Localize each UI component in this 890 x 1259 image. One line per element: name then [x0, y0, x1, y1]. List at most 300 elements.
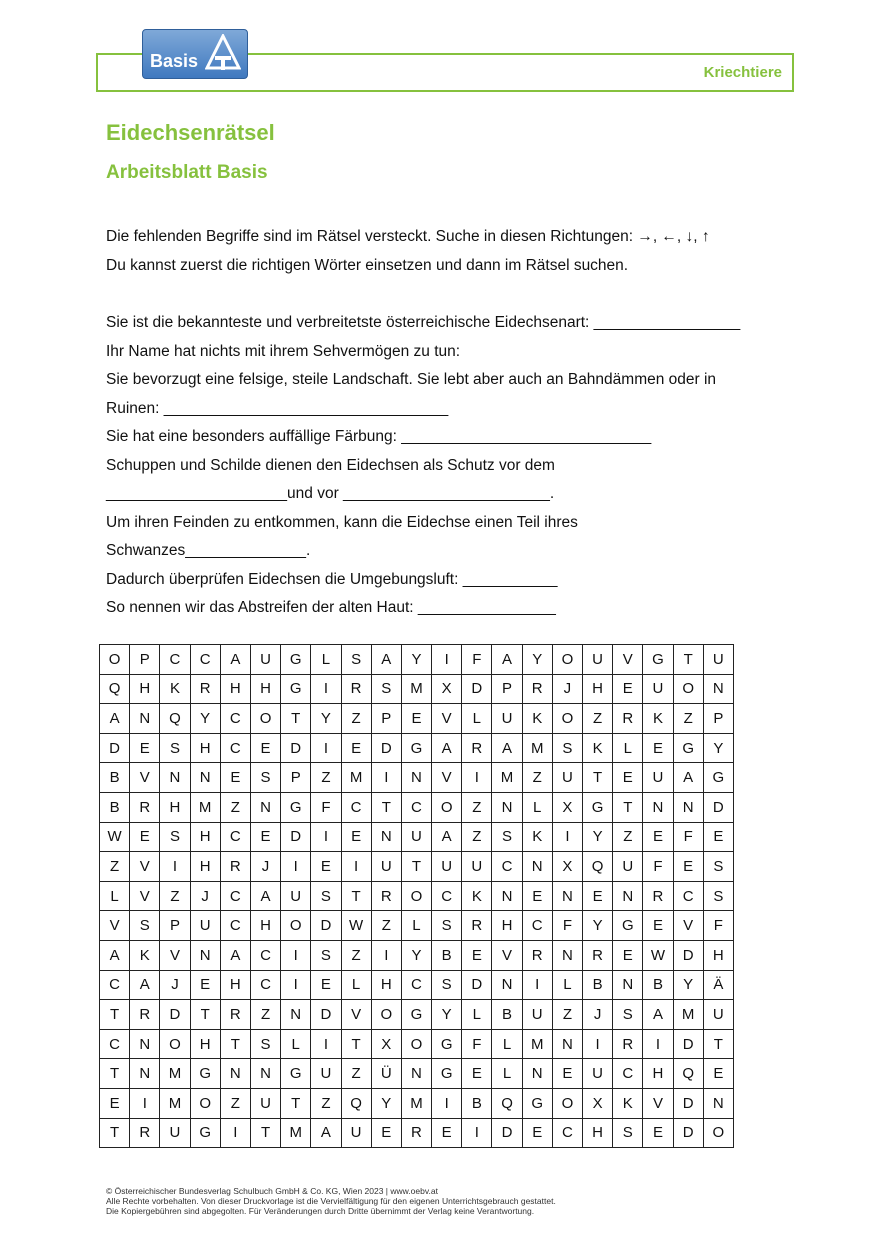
grid-cell: K	[160, 674, 190, 704]
grid-cell: E	[341, 733, 371, 763]
grid-cell: V	[492, 940, 522, 970]
grid-cell: O	[703, 1118, 733, 1148]
grid-cell: O	[100, 645, 130, 675]
page-title: Eidechsenrätsel	[106, 120, 275, 145]
grid-cell: K	[130, 940, 160, 970]
grid-cell: C	[673, 881, 703, 911]
grid-cell: W	[100, 822, 130, 852]
grid-cell: D	[673, 1088, 703, 1118]
grid-cell: L	[492, 1059, 522, 1089]
grid-cell: Q	[583, 852, 613, 882]
question-line: So nennen wir das Abstreifen der alten Haut: ________________	[106, 599, 556, 616]
grid-cell: S	[432, 970, 462, 1000]
grid-cell: I	[220, 1118, 250, 1148]
grid-cell: C	[190, 645, 220, 675]
grid-cell: I	[281, 970, 311, 1000]
grid-cell: N	[552, 881, 582, 911]
grid-cell: N	[371, 822, 401, 852]
grid-cell: M	[522, 733, 552, 763]
grid-cell: Y	[311, 704, 341, 734]
grid-cell: O	[401, 881, 431, 911]
grid-row	[100, 733, 734, 763]
grid-cell: L	[552, 970, 582, 1000]
grid-cell: C	[220, 704, 250, 734]
grid-cell: T	[281, 704, 311, 734]
grid-cell: B	[583, 970, 613, 1000]
question-line: Um ihren Feinden zu entkommen, kann die Eidechse einen Teil ihres	[106, 513, 578, 531]
grid-cell: V	[341, 1000, 371, 1030]
footer	[106, 1186, 556, 1216]
grid-cell: E	[341, 822, 371, 852]
grid-cell: I	[371, 940, 401, 970]
grid-cell: E	[190, 970, 220, 1000]
grid-cell: H	[583, 1118, 613, 1148]
grid-cell: D	[673, 940, 703, 970]
grid-cell: L	[281, 1029, 311, 1059]
grid-cell: X	[552, 792, 582, 822]
grid-cell: E	[250, 733, 280, 763]
grid-cell: K	[613, 1088, 643, 1118]
grid-cell: P	[281, 763, 311, 793]
grid-cell: G	[190, 1059, 220, 1089]
grid-cell: O	[552, 1088, 582, 1118]
grid-cell: J	[583, 1000, 613, 1030]
grid-cell: R	[190, 674, 220, 704]
grid-cell: K	[522, 704, 552, 734]
grid-cell: M	[190, 792, 220, 822]
grid-cell: H	[492, 911, 522, 941]
grid-row	[100, 645, 734, 675]
grid-cell: G	[281, 645, 311, 675]
grid-row	[100, 1118, 734, 1148]
instruction-line: Die fehlenden Begriffe sind im Rätsel versteckt. Suche in diesen Richtungen: →, ←, ↓, ↑	[106, 228, 710, 245]
grid-cell: H	[190, 822, 220, 852]
grid-cell: Y	[371, 1088, 401, 1118]
grid-cell: S	[311, 940, 341, 970]
grid-cell: B	[643, 970, 673, 1000]
grid-cell: T	[100, 1118, 130, 1148]
grid-cell: Q	[341, 1088, 371, 1118]
grid-cell: N	[250, 792, 280, 822]
grid-cell: D	[311, 1000, 341, 1030]
grid-cell: I	[552, 822, 582, 852]
grid-cell: S	[341, 645, 371, 675]
grid-cell: S	[250, 763, 280, 793]
grid-cell: D	[673, 1118, 703, 1148]
grid-cell: Q	[492, 1088, 522, 1118]
grid-cell: D	[160, 1000, 190, 1030]
grid-cell: H	[583, 674, 613, 704]
grid-cell: R	[371, 881, 401, 911]
grid-cell: G	[401, 1000, 431, 1030]
grid-cell: V	[432, 763, 462, 793]
grid-cell: H	[220, 674, 250, 704]
grid-cell: N	[130, 1029, 160, 1059]
footer-line: © Österreichischer Bundesverlag Schulbuch GmbH & Co. KG, Wien 2023 | www.oebv.at	[106, 1186, 438, 1196]
grid-cell: R	[220, 1000, 250, 1030]
grid-cell: O	[160, 1029, 190, 1059]
grid-cell: C	[492, 852, 522, 882]
grid-row	[100, 852, 734, 882]
grid-cell: M	[341, 763, 371, 793]
question-line: Ihr Name hat nichts mit ihrem Sehvermögen zu tun:	[106, 342, 461, 360]
grid-cell: A	[220, 940, 250, 970]
grid-cell: A	[673, 763, 703, 793]
grid-cell: E	[371, 1118, 401, 1148]
grid-cell: W	[643, 940, 673, 970]
grid-cell: N	[190, 763, 220, 793]
grid-cell: A	[250, 881, 280, 911]
grid-cell: N	[673, 792, 703, 822]
grid-cell: Z	[311, 763, 341, 793]
grid-cell: Z	[220, 792, 250, 822]
grid-cell: N	[643, 792, 673, 822]
grid-cell: U	[613, 852, 643, 882]
grid-cell: N	[250, 1059, 280, 1089]
grid-cell: R	[522, 674, 552, 704]
grid-row	[100, 704, 734, 734]
grid-cell: C	[100, 1029, 130, 1059]
grid-cell: U	[643, 763, 673, 793]
page-subtitle: Arbeitsblatt Basis	[106, 162, 268, 183]
grid-cell: C	[220, 822, 250, 852]
grid-cell: P	[492, 674, 522, 704]
grid-cell: H	[703, 940, 733, 970]
question-line: Sie bevorzugt eine felsige, steile Landschaft. Sie lebt aber auch an Bahndämmen oder in	[106, 371, 717, 388]
grid-cell: N	[552, 940, 582, 970]
grid-cell: E	[130, 733, 160, 763]
grid-cell: B	[100, 763, 130, 793]
grid-cell: H	[160, 792, 190, 822]
grid-cell: C	[613, 1059, 643, 1089]
grid-cell: U	[492, 704, 522, 734]
grid-cell: K	[462, 881, 492, 911]
grid-cell: U	[160, 1118, 190, 1148]
grid-cell: B	[492, 1000, 522, 1030]
grid-cell: R	[220, 852, 250, 882]
grid-cell: I	[643, 1029, 673, 1059]
grid-cell: Z	[673, 704, 703, 734]
grid-cell: I	[432, 645, 462, 675]
grid-cell: C	[250, 940, 280, 970]
grid-cell: C	[220, 881, 250, 911]
grid-cell: L	[522, 792, 552, 822]
grid-row	[100, 940, 734, 970]
grid-cell: E	[613, 763, 643, 793]
grid-cell: A	[492, 645, 522, 675]
grid-cell: S	[311, 881, 341, 911]
grid-cell: M	[160, 1059, 190, 1089]
grid-cell: A	[432, 733, 462, 763]
grid-cell: D	[462, 674, 492, 704]
grid-cell: H	[190, 1029, 220, 1059]
grid-cell: O	[250, 704, 280, 734]
grid-cell: V	[432, 704, 462, 734]
grid-cell: H	[190, 852, 220, 882]
grid-cell: Y	[401, 940, 431, 970]
grid-cell: M	[281, 1118, 311, 1148]
grid-cell: N	[190, 940, 220, 970]
grid-cell: E	[522, 881, 552, 911]
grid-cell: Z	[160, 881, 190, 911]
grid-cell: Y	[703, 733, 733, 763]
grid-cell: N	[401, 763, 431, 793]
question-line: Sie hat eine besonders auffällige Färbung: _____________________________	[106, 428, 652, 445]
grid-cell: G	[281, 792, 311, 822]
grid-cell: C	[401, 970, 431, 1000]
question-line: Sie ist die bekannteste und verbreitetste österreichische Eidechsenart: _________________	[106, 314, 741, 331]
grid-cell: A	[311, 1118, 341, 1148]
grid-cell: Y	[522, 645, 552, 675]
grid-cell: G	[281, 674, 311, 704]
grid-cell: T	[371, 792, 401, 822]
grid-cell: C	[220, 911, 250, 941]
grid-cell: R	[613, 704, 643, 734]
grid-cell: T	[673, 645, 703, 675]
grid-cell: M	[522, 1029, 552, 1059]
logo-triangle-icon	[205, 34, 241, 72]
grid-cell: Z	[583, 704, 613, 734]
grid-cell: E	[703, 1059, 733, 1089]
grid-cell: U	[552, 763, 582, 793]
grid-cell: A	[492, 733, 522, 763]
grid-cell: H	[130, 674, 160, 704]
grid-cell: T	[583, 763, 613, 793]
grid-cell: Y	[401, 645, 431, 675]
grid-cell: S	[703, 881, 733, 911]
grid-cell: U	[311, 1059, 341, 1089]
grid-cell: M	[401, 1088, 431, 1118]
grid-cell: E	[250, 822, 280, 852]
grid-row	[100, 1088, 734, 1118]
grid-cell: V	[100, 911, 130, 941]
grid-cell: G	[401, 733, 431, 763]
grid-cell: U	[432, 852, 462, 882]
grid-cell: S	[130, 911, 160, 941]
grid-cell: U	[462, 852, 492, 882]
grid-cell: D	[703, 792, 733, 822]
category-label: Kriechtiere	[703, 64, 782, 81]
grid-cell: C	[250, 970, 280, 1000]
grid-cell: E	[583, 881, 613, 911]
grid-cell: R	[401, 1118, 431, 1148]
grid-cell: V	[613, 645, 643, 675]
grid-cell: S	[703, 852, 733, 882]
grid-cell: T	[100, 1059, 130, 1089]
question-line: Schwanzes______________.	[106, 542, 311, 559]
grid-cell: U	[522, 1000, 552, 1030]
grid-cell: A	[220, 645, 250, 675]
grid-cell: D	[492, 1118, 522, 1148]
grid-cell: G	[583, 792, 613, 822]
grid-cell: E	[643, 822, 673, 852]
grid-cell: G	[643, 645, 673, 675]
grid-cell: P	[371, 704, 401, 734]
grid-cell: Z	[613, 822, 643, 852]
grid-cell: M	[492, 763, 522, 793]
grid-cell: O	[281, 911, 311, 941]
footer-line: Die Kopiergebühren sind abgegolten. Für Veränderungen durch Dritte übernimmt der Verlag keine Verantwortung.	[106, 1206, 535, 1216]
grid-cell: I	[311, 822, 341, 852]
grid-cell: Z	[341, 704, 371, 734]
grid-row	[100, 881, 734, 911]
grid-cell: J	[250, 852, 280, 882]
grid-cell: C	[220, 733, 250, 763]
grid-cell: F	[462, 645, 492, 675]
grid-cell: Q	[673, 1059, 703, 1089]
grid-cell: G	[190, 1118, 220, 1148]
instruction-line: Du kannst zuerst die richtigen Wörter einsetzen und dann im Rätsel suchen.	[106, 256, 629, 274]
grid-cell: X	[432, 674, 462, 704]
grid-cell: D	[100, 733, 130, 763]
grid-cell: Y	[583, 822, 613, 852]
grid-cell: Z	[341, 1059, 371, 1089]
grid-cell: E	[613, 674, 643, 704]
grid-cell: J	[160, 970, 190, 1000]
grid-cell: R	[130, 792, 160, 822]
grid-row	[100, 1029, 734, 1059]
grid-cell: K	[643, 704, 673, 734]
grid-cell: Z	[462, 792, 492, 822]
grid-cell: R	[522, 940, 552, 970]
grid-cell: N	[522, 852, 552, 882]
grid-cell: C	[432, 881, 462, 911]
grid-cell: Y	[583, 911, 613, 941]
grid-cell: T	[281, 1088, 311, 1118]
logo-text: Basis	[150, 51, 199, 71]
grid-cell: S	[160, 733, 190, 763]
grid-cell: C	[341, 792, 371, 822]
grid-cell: X	[371, 1029, 401, 1059]
question-line: Ruinen: _________________________________	[106, 399, 449, 417]
grid-cell: I	[281, 852, 311, 882]
grid-cell: E	[432, 1118, 462, 1148]
grid-cell: G	[613, 911, 643, 941]
grid-cell: N	[220, 1059, 250, 1089]
grid-cell: V	[130, 852, 160, 882]
grid-cell: X	[583, 1088, 613, 1118]
grid-cell: H	[250, 674, 280, 704]
grid-cell: C	[522, 911, 552, 941]
grid-cell: A	[100, 704, 130, 734]
grid-cell: L	[492, 1029, 522, 1059]
grid-cell: H	[220, 970, 250, 1000]
grid-cell: L	[311, 645, 341, 675]
grid-cell: Z	[462, 822, 492, 852]
grid-cell: T	[250, 1118, 280, 1148]
grid-cell: E	[130, 822, 160, 852]
grid-cell: E	[703, 822, 733, 852]
question-list	[106, 309, 740, 623]
grid-cell: U	[250, 645, 280, 675]
grid-cell: D	[281, 822, 311, 852]
grid-cell: O	[552, 645, 582, 675]
grid-cell: T	[341, 1029, 371, 1059]
grid-cell: E	[552, 1059, 582, 1089]
grid-cell: T	[220, 1029, 250, 1059]
grid-cell: S	[250, 1029, 280, 1059]
grid-cell: H	[371, 970, 401, 1000]
grid-cell: F	[703, 911, 733, 941]
grid-cell: C	[401, 792, 431, 822]
grid-cell: T	[613, 792, 643, 822]
grid-cell: O	[401, 1029, 431, 1059]
grid-cell: N	[552, 1029, 582, 1059]
grid-cell: N	[130, 704, 160, 734]
grid-cell: O	[432, 792, 462, 822]
grid-cell: I	[311, 733, 341, 763]
grid-cell: T	[190, 1000, 220, 1030]
grid-cell: G	[281, 1059, 311, 1089]
grid-cell: U	[341, 1118, 371, 1148]
grid-cell: L	[341, 970, 371, 1000]
grid-cell: E	[522, 1118, 552, 1148]
grid-cell: U	[250, 1088, 280, 1118]
grid-cell: L	[401, 911, 431, 941]
grid-cell: E	[401, 704, 431, 734]
grid-cell: O	[190, 1088, 220, 1118]
grid-cell: Y	[432, 1000, 462, 1030]
word-search-grid	[99, 644, 734, 1148]
grid-cell: B	[462, 1088, 492, 1118]
grid-cell: Z	[220, 1088, 250, 1118]
instructions	[106, 223, 710, 280]
grid-cell: I	[432, 1088, 462, 1118]
grid-cell: H	[250, 911, 280, 941]
grid-cell: F	[643, 852, 673, 882]
grid-row	[100, 674, 734, 704]
grid-cell: D	[311, 911, 341, 941]
grid-cell: G	[703, 763, 733, 793]
grid-cell: R	[613, 1029, 643, 1059]
grid-cell: R	[462, 911, 492, 941]
grid-cell: C	[552, 1118, 582, 1148]
grid-cell: R	[583, 940, 613, 970]
grid-cell: J	[552, 674, 582, 704]
grid-cell: S	[552, 733, 582, 763]
grid-cell: N	[281, 1000, 311, 1030]
grid-cell: V	[160, 940, 190, 970]
grid-cell: M	[401, 674, 431, 704]
grid-cell: R	[130, 1000, 160, 1030]
grid-row	[100, 970, 734, 1000]
grid-cell: K	[583, 733, 613, 763]
grid-cell: E	[462, 1059, 492, 1089]
grid-cell: Z	[250, 1000, 280, 1030]
grid-cell: R	[130, 1118, 160, 1148]
grid-cell: Q	[100, 674, 130, 704]
grid-cell: O	[673, 674, 703, 704]
question-line: Dadurch überprüfen Eidechsen die Umgebungsluft: ___________	[106, 570, 558, 588]
grid-cell: A	[432, 822, 462, 852]
grid-cell: E	[643, 911, 673, 941]
grid-cell: Y	[673, 970, 703, 1000]
grid-row	[100, 792, 734, 822]
grid-row	[100, 911, 734, 941]
grid-cell: O	[371, 1000, 401, 1030]
grid-cell: A	[130, 970, 160, 1000]
grid-cell: F	[311, 792, 341, 822]
grid-cell: D	[281, 733, 311, 763]
grid-row	[100, 763, 734, 793]
grid-cell: W	[341, 911, 371, 941]
grid-cell: U	[583, 1059, 613, 1089]
grid-row	[100, 1059, 734, 1089]
grid-cell: N	[703, 674, 733, 704]
grid-cell: H	[190, 733, 220, 763]
grid-cell: A	[371, 645, 401, 675]
grid-cell: D	[673, 1029, 703, 1059]
